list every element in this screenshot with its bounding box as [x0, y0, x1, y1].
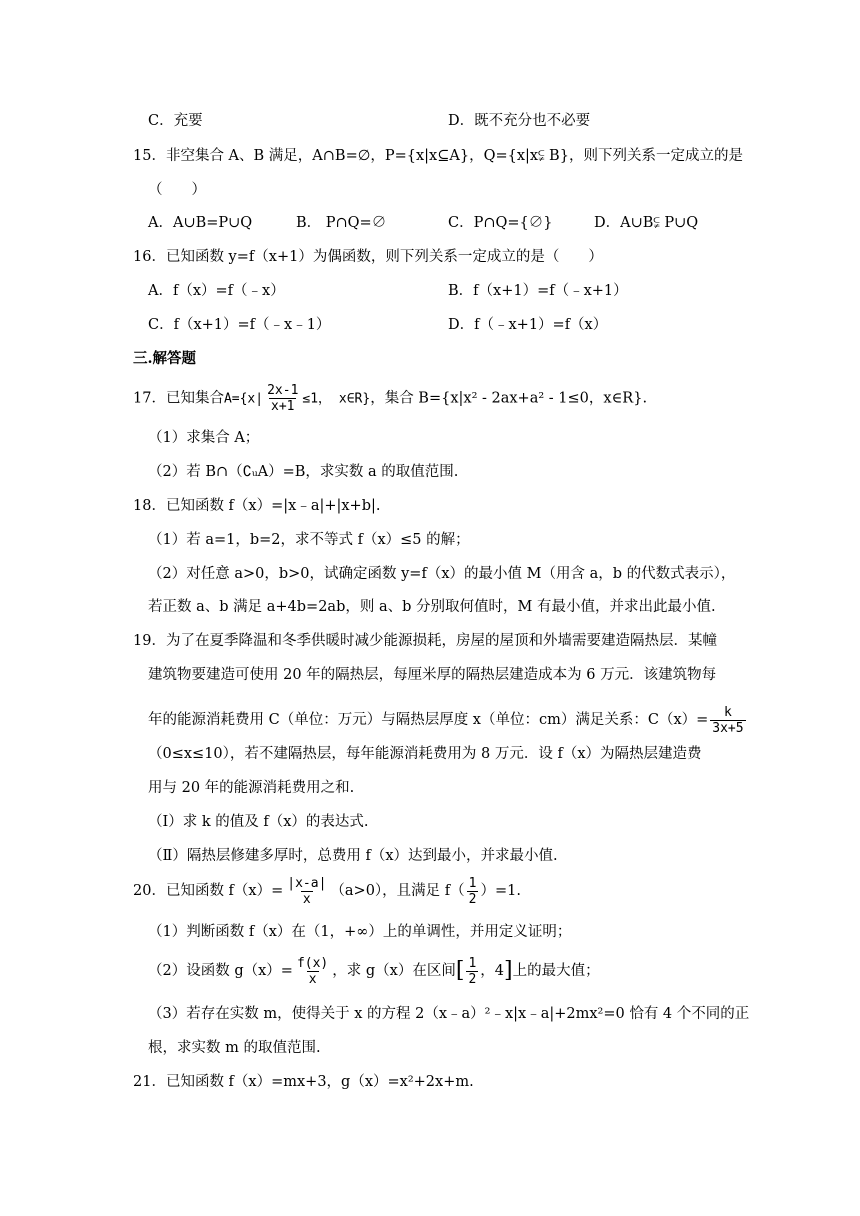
section-heading: 三.解答题 — [133, 350, 197, 367]
q19-part1: （Ⅰ）求 k 的值及 f（x）的表达式. — [148, 814, 369, 830]
q15-option-c: C．P∩Q={∅} — [448, 215, 553, 231]
q20-end: ）=1. — [480, 883, 521, 899]
q17-set-a-close: ≤1， x∈R} — [302, 391, 371, 407]
q20-g-num: f(x) — [296, 955, 329, 971]
q20-stem — [133, 874, 521, 908]
q18-stem: 18．已知函数 f（x）=|x﹣a|+|x+b|. — [133, 498, 381, 514]
q20-half-num: 1 — [468, 875, 477, 891]
q17-part1: （1）求集合 A； — [148, 430, 260, 446]
q20-g-fraction — [295, 956, 330, 987]
q18-part2-cont: 若正数 a、b 满足 a+4b=2ab，则 a、b 分别取何值时，M 有最小值，并求出此最小值. — [148, 599, 716, 615]
q15-paren: （ ） — [148, 182, 206, 198]
q17-set-a-open: A={x| — [223, 391, 264, 407]
q15-option-a: A．A∪B=P∪Q — [148, 215, 253, 231]
q17-prefix: 17．已知集合 — [133, 390, 224, 407]
q15-option-d: D．A∪B⫋ P∪Q — [594, 215, 699, 231]
q19-line3-text: 年的能源消耗费用 C（单位：万元）与隔热层厚度 x（单位：cm）满足关系：C（x）= — [148, 712, 709, 728]
q20-interval-end: ，4 — [480, 963, 504, 979]
q18-part2: （2）对任意 a>0，b>0，试确定函数 y=f（x）的最小值 M（用含 a，b 的代数式表示）， — [148, 566, 736, 582]
q20-prefix: 20．已知函数 f（x）= — [133, 883, 284, 899]
q18-part1: （1）若 a=1，b=2，求不等式 f（x）≤5 的解； — [148, 532, 470, 548]
q20-g-den: x — [308, 971, 317, 987]
q14-option-d: D．既不充分也不必要 — [448, 113, 591, 129]
q20-part2-end: 上的最大值； — [512, 963, 600, 979]
q16-option-a: A．f（x）=f（﹣x） — [148, 283, 285, 299]
q20-interval-fraction — [466, 956, 478, 987]
q19-line4: （0≤x≤10），若不建隔热层，每年能源消耗费用为 8 万元．设 f（x）为隔热层建造费 — [148, 746, 702, 762]
q17-rest: ，集合 B={x|x² - 2ax+a² - 1≤0，x∈R}. — [370, 390, 648, 407]
q15-stem: 15．非空集合 A、B 满足，A∩B=∅，P={x|x⊆A}，Q={x|x⫋ B}，则下列关系一定成立的是 — [133, 148, 743, 164]
q19-frac-num: k — [724, 704, 732, 720]
q19-part2: （Ⅱ）隔热层修建多厚时，总费用 f（x）达到最小，并求最小值. — [148, 848, 558, 864]
q19-line1: 19．为了在夏季降温和冬季供暖时减少能源损耗，房屋的屋顶和外墙需要建造隔热层．某幢 — [133, 633, 717, 649]
q20-interval-den: 2 — [468, 971, 477, 987]
right-bracket-icon: ] — [504, 958, 513, 983]
q19-fraction — [710, 705, 745, 736]
q16-option-c: C．f（x+1）=f（﹣x﹣1） — [148, 317, 331, 333]
q20-part3-cont: 根，求实数 m 的取值范围. — [148, 1040, 321, 1056]
q21-stem: 21．已知函数 f（x）=mx+3，g（x）=x²+2x+m. — [133, 1074, 474, 1090]
q20-part2-mid: ，求 g（x）在区间 — [332, 963, 456, 979]
q20-part2 — [148, 954, 600, 988]
q17-fraction — [265, 383, 300, 414]
left-bracket-icon: [ — [455, 958, 465, 983]
q19-line3 — [148, 704, 748, 736]
q20-half-den: 2 — [468, 891, 477, 907]
q20-part1: （1）判断函数 f（x）在（1，+∞）上的单调性，并用定义证明； — [148, 924, 572, 940]
q20-half — [467, 876, 479, 907]
q14-option-c: C．充要 — [148, 113, 203, 129]
q20-interval-num: 1 — [468, 955, 477, 971]
q15-option-b: B． P∩Q=∅ — [296, 215, 387, 231]
q16-stem: 16．已知函数 y=f（x+1）为偶函数，则下列关系一定成立的是（ ） — [133, 249, 603, 265]
q19-frac-den: 3x+5 — [712, 720, 744, 736]
q17-part2: （2）若 B∩（∁ᵤA）=B，求实数 a 的取值范围. — [148, 464, 459, 480]
q20-part3: （3）若存在实数 m，使得关于 x 的方程 2（x﹣a）²﹣x|x﹣a|+2mx²=0 恰有 4 个不同的正 — [148, 1006, 750, 1022]
q20-fraction — [285, 876, 328, 907]
q17-frac-den: x+1 — [271, 399, 295, 414]
q20-frac-num: |x-a| — [287, 875, 327, 891]
q20-part2-prefix: （2）设函数 g（x）= — [148, 963, 293, 979]
q19-line2: 建筑物要建造可使用 20 年的隔热层，每厘米厚的隔热层建造成本为 6 万元．该建筑物每 — [148, 667, 717, 683]
q17-stem — [133, 383, 647, 415]
q16-option-b: B．f（x+1）=f（﹣x+1） — [448, 283, 628, 299]
q17-frac-num: 2x-1 — [267, 383, 299, 398]
q16-option-d: D．f（﹣x+1）=f（x） — [448, 317, 608, 333]
q20-frac-den: x — [302, 891, 311, 907]
q20-mid: （a>0），且满足 f（ — [330, 883, 465, 899]
q19-line5: 用与 20 年的能源消耗费用之和. — [148, 780, 355, 796]
